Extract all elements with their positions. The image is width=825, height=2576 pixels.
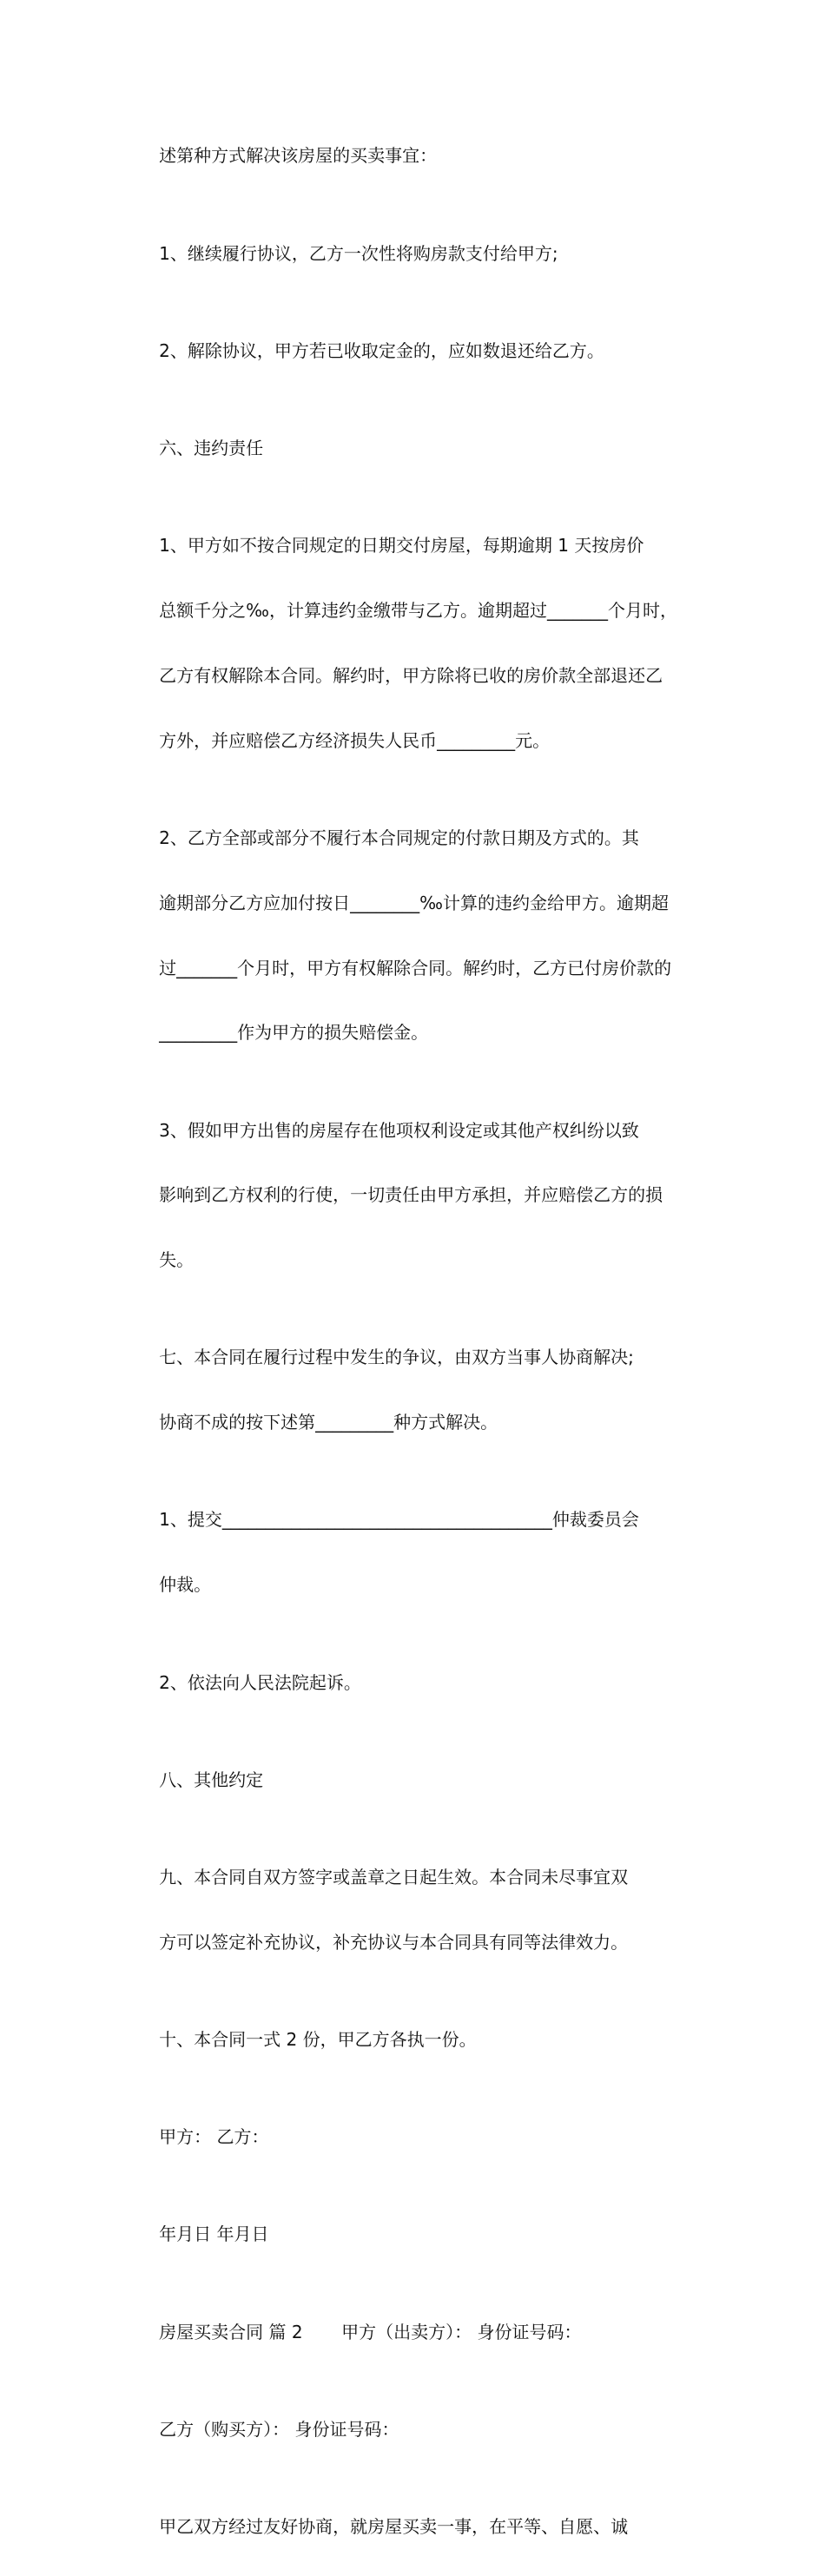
signature-parties [126, 2089, 703, 2186]
paragraph-option-continue [126, 205, 703, 302]
section-dispute-resolution [126, 1309, 703, 1472]
text-line: 年月日 年月日 [159, 2224, 269, 2245]
text-line: 方可以签定补充协议，补充协议与本合同具有同等法律效力。 [159, 1931, 629, 1953]
text-line: 过_______个月时，甲方有权解除合同。解约时，乙方已付房价款的 [159, 957, 672, 978]
signature-dates [126, 2186, 703, 2283]
text-line: 方外，并应赔偿乙方经济损失人民币_________元。 [159, 729, 551, 751]
contract-2-buyer [126, 2381, 703, 2478]
text-line: 2、依法向人民法院起诉。 [159, 1671, 361, 1693]
text-line: 协商不成的按下述第_________种方式解决。 [159, 1412, 498, 1433]
text-line: 1、继续履行协议，乙方一次性将购房款支付给甲方; [159, 242, 558, 264]
text-line: 乙方有权解除本合同。解约时，甲方除将已收的房价款全部退还乙 [159, 664, 663, 686]
contract-2-preamble [126, 2479, 703, 2576]
text-line: 乙方（购买方）： 身份证号码： [159, 2418, 399, 2440]
text-line: 房屋买卖合同 篇 2 甲方（出卖方）： 身份证号码： [159, 2321, 582, 2342]
text-line: 1、甲方如不按合同规定的日期交付房屋，每期逾期 1 天按房价 [159, 535, 644, 557]
contract-body [126, 108, 703, 2576]
text-line: 七、本合同在履行过程中发生的争议，由双方当事人协商解决; [159, 1347, 634, 1368]
paragraph-buyer-late-payment [126, 790, 703, 1083]
section-heading-other-terms [126, 1731, 703, 1828]
text-line: 失。 [159, 1249, 195, 1271]
section-copies [126, 1992, 703, 2089]
text-line: 2、解除协议，甲方若已收取定金的，应如数退还给乙方。 [159, 339, 604, 361]
text-line: 总额千分之‰，计算违约金缴带与乙方。逾期超过_______个月时， [159, 600, 677, 622]
paragraph-title-dispute [126, 1082, 703, 1309]
text-line: _________作为甲方的损失赔偿金。 [159, 1022, 429, 1044]
text-line: 逾期部分乙方应加付按日________‰计算的违约金给甲方。逾期超 [159, 892, 669, 913]
text-line: 述第种方式解决该房屋的买卖事宜： [159, 145, 438, 167]
text-line: 十、本合同一式 2 份，甲乙方各执一份。 [159, 2028, 477, 2050]
paragraph-litigation [126, 1634, 703, 1731]
paragraph-dispute-resolution-continuation [126, 108, 703, 205]
text-line: 九、本合同自双方签字或盖章之日起生效。本合同未尽事宜双 [159, 1866, 629, 1888]
contract-2-heading-seller [126, 2283, 703, 2381]
paragraph-seller-late-delivery [126, 497, 703, 790]
text-line: 六、违约责任 [159, 438, 264, 459]
paragraph-option-terminate [126, 302, 703, 399]
text-line: 1、提交______________________________________仲裁委员会 [159, 1509, 639, 1531]
paragraph-arbitration [126, 1472, 703, 1634]
text-line: 2、乙方全部或部分不履行本合同规定的付款日期及方式的。其 [159, 827, 639, 848]
text-line: 八、其他约定 [159, 1769, 264, 1790]
text-line: 3、假如甲方出售的房屋存在他项权利设定或其他产权纠纷以致 [159, 1119, 639, 1141]
section-heading-breach-liability [126, 400, 703, 497]
text-line: 甲乙双方经过友好协商，就房屋买卖一事，在平等、自愿、诚 [159, 2516, 629, 2538]
section-effectiveness [126, 1829, 703, 1992]
text-line: 甲方： 乙方： [159, 2126, 269, 2148]
text-line: 影响到乙方权利的行使，一切责任由甲方承担，并应赔偿乙方的损 [159, 1184, 663, 1206]
text-line: 仲裁。 [159, 1574, 212, 1596]
